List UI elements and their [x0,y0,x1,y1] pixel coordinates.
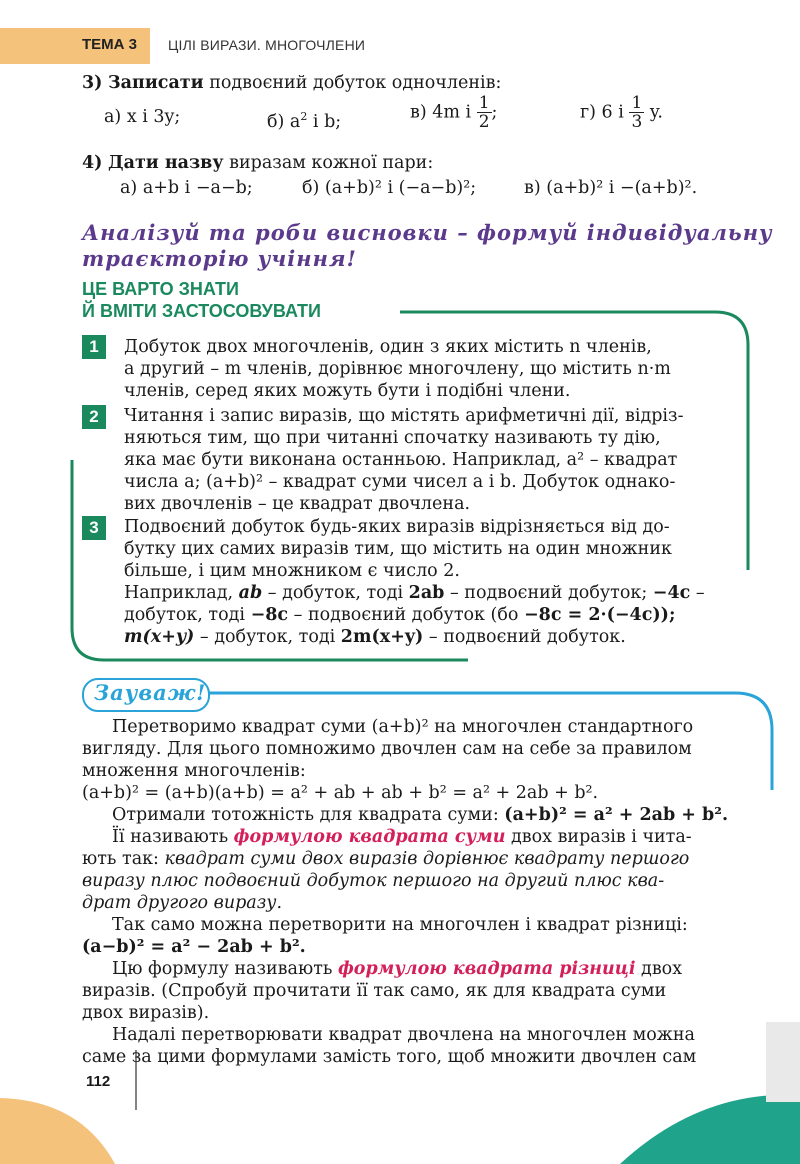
fraction-third: $\frac{1}{3}$ [631,93,643,132]
task3-heading [82,72,501,94]
task3-option-c: в) 4m і $\frac{1}{2}$ ; [410,93,498,132]
task4-option-c: в) (a+b)² і −(a+b)². [524,178,698,198]
header-theme: ТЕМА 3 [82,36,138,53]
item-number-badge: 3 [82,516,106,540]
item-3-text: Подвоєний добуток будь-яких виразів відрізняється від до- бутку цих самих виразів тим, що містить на один множник більше, і цим множником є число 2. Наприклад, ab – добуток, тоді 2ab – подвоєний добуток; −4c – добуток, тоді −8c – подвоєний добуток (бо −8c = 2·(−4c)); m(x+y) – добуток, тоді 2m(x+y) – подвоєний добуток. [124,517,705,647]
gray-side-tab [766,1022,800,1102]
teal-corner-shape [620,1095,800,1164]
task4-heading: 4) Дати назву виразам кожної пари: [82,153,434,173]
page-number: 112 [86,1073,111,1090]
fraction-half: $\frac{1}{2}$ [478,93,490,132]
item-2-text: Читання і запис виразів, що містять арифметичні дії, відріз- няються тим, що при читанні спочатку називають ту дію, яка має бути виконана останньою. Наприклад, a² – квадрат числа a; (a+b)² – квадрат суми чисел a і b. Добуток однако- вих двочленів – це квадрат двочлена. [124,406,684,514]
formula-square-of-sum-derivation: (a+b)² = (a+b)(a+b) = a² + ab + ab + b² = a² + 2ab + b². [82,783,599,803]
note-label: Зауваж! [94,680,207,705]
box-heading-line1: ЦЕ ВАРТО ЗНАТИ [82,279,239,299]
task3-number: 3) [82,73,103,93]
item-number-badge: 2 [82,405,106,429]
motto-line2: траєкторію учіння! [82,246,357,271]
item-1-text: Добуток двох многочленів, один з яких містить n членів, а другий – m членів, дорівнює многочлену, що містить n·m членів, серед яких можуть бути і подібні члени. [124,337,671,401]
task3-option-d: г) 6 і $\frac{1}{3}$ y. [580,93,663,132]
task3-text: подвоєний добуток одночленів: [209,73,502,93]
note-body: Перетворимо квадрат суми (a+b)² на многочлен стандартного вигляду. Для цього помножимо двочлен сам на себе за правилом множення многочленів: (a+b)² = (a+b)(a+b) = a² + ab + ab + b² = a² + 2ab + b². Отримали тотожність для квадрата суми: (a+b)² = a² + 2ab + b². Її називають формулою квадрата суми двох виразів і чита- ють так: квадрат суми двох виразів дорівнює квадрату першого виразу плюс подвоєний добуток першого на другий плюс ква- драт другого виразу. Так само можна перетворити на многочлен і квадрат різниці: (a−b)² = a² − 2ab + b². Цю формулу називають формулою квадрата різниці двох виразів. (Спробуй прочитати її так само, як для квадрата суми двох виразів). Надалі перетворювати квадрат двочлена на многочлен можна саме за цими формулами замість того, щоб множити двочлен сам [82,716,742,1068]
formula-square-of-difference: (a−b)² = a² − 2ab + b². [82,937,306,957]
motto-line1: Аналізуй та роби висновки – формуй індивідуальну [82,220,773,245]
item-3-example-line2: добуток, тоді −8c – подвоєний добуток (бо −8c = 2·(−4c)); [124,605,676,625]
item-3-example-line1: Наприклад, ab – добуток, тоді 2ab – подвоєний добуток; −4c – [124,583,705,603]
task4-option-a: а) a+b і −a−b; [120,178,253,198]
item-number-badge: 1 [82,335,106,359]
item-3-example-line3: m(x+y) – добуток, тоді 2m(x+y) – подвоєний добуток. [124,627,626,647]
box-heading-line2: Й ВМІТИ ЗАСТОСОВУВАТИ [82,301,321,321]
task4-option-b: б) (a+b)² і (−a−b)²; [302,178,477,198]
header-title: ЦІЛІ ВИРАЗИ. МНОГОЧЛЕНИ [168,37,366,53]
orange-corner-shape [0,1098,115,1164]
task3-keyword: Записати [108,73,204,93]
task3-option-a: а) x і 3y; [104,107,181,127]
task3-option-b: б) $a^2$ і b; [267,110,342,132]
